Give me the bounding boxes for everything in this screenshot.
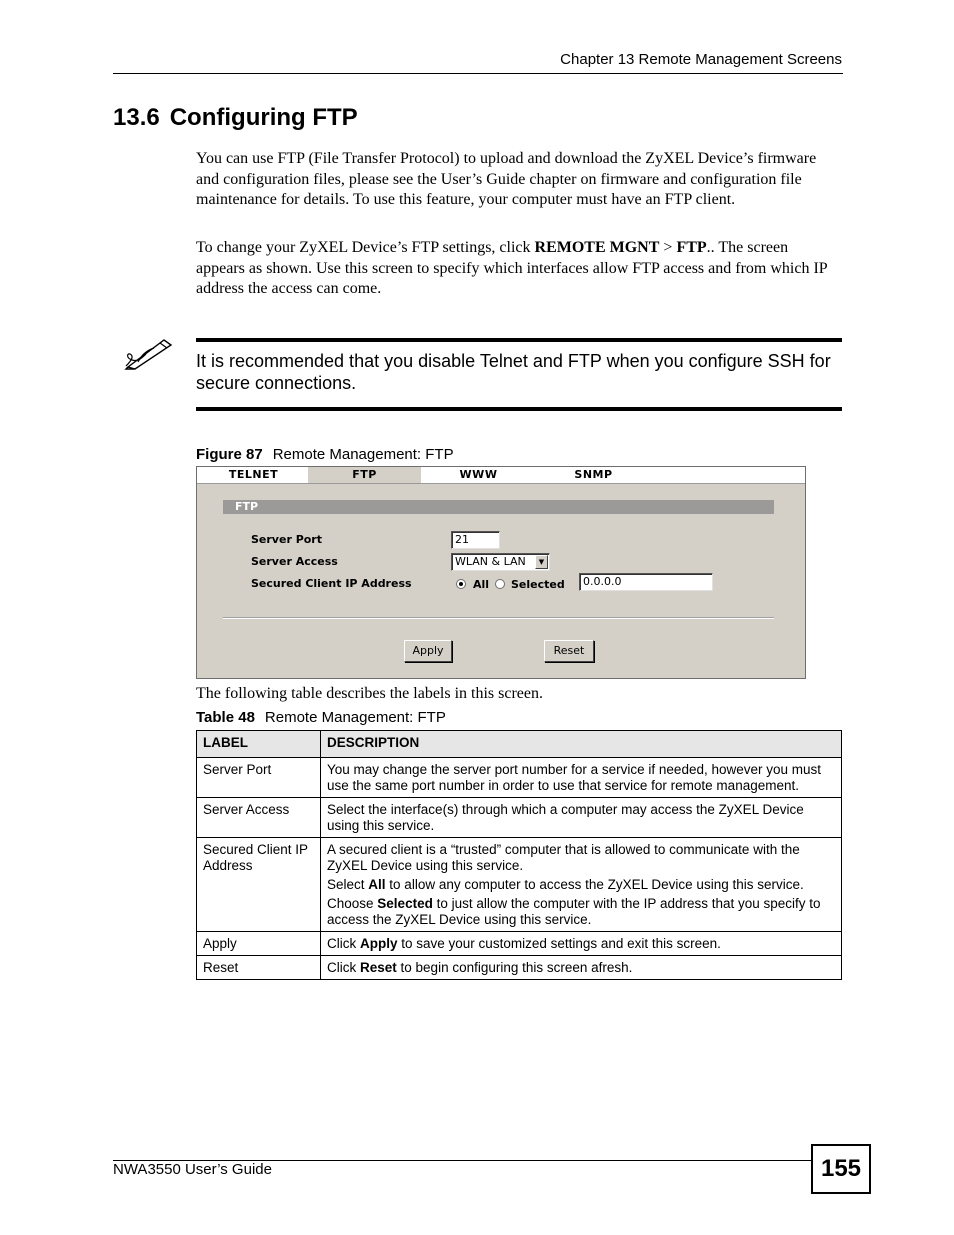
row-description: You may change the server port number for a service if needed, however you must use the same port number in order to use that service for remote management. — [321, 758, 842, 798]
radio-selected-label: Selected — [511, 578, 565, 591]
apply-button[interactable]: Apply — [404, 640, 452, 662]
tab-ftp[interactable]: FTP — [308, 467, 421, 483]
row-label: Server Port — [197, 758, 321, 798]
para-text: > — [659, 239, 677, 256]
table-row — [197, 758, 842, 798]
desc-text: Click — [327, 960, 360, 975]
tab-strip — [197, 467, 805, 484]
desc-bold: All — [368, 877, 386, 892]
server-access-label: Server Access — [251, 555, 338, 568]
desc-text: Choose — [327, 896, 378, 911]
table-row — [197, 838, 842, 932]
figure-label: Figure 87 — [196, 446, 263, 463]
row-label: Apply — [197, 932, 321, 956]
table-row — [197, 932, 842, 956]
table-row — [197, 956, 842, 980]
radio-all[interactable] — [456, 579, 466, 589]
server-access-select[interactable] — [451, 553, 550, 571]
note-pencil-icon — [124, 336, 174, 370]
reset-button[interactable]: Reset — [544, 640, 594, 662]
para-text: To change your ZyXEL Device’s FTP settings, click — [196, 239, 535, 256]
tab-telnet[interactable]: TELNET — [197, 467, 310, 483]
server-port-label: Server Port — [251, 533, 322, 546]
secured-client-label: Secured Client IP Address — [251, 577, 412, 590]
secured-ip-input[interactable]: 0.0.0.0 — [579, 573, 713, 591]
label-description-table — [196, 730, 842, 980]
section-number: 13.6 — [113, 104, 160, 131]
header-rule — [113, 73, 843, 74]
figure-caption-text: Remote Management: FTP — [272, 446, 454, 463]
intro-paragraph: You can use FTP (File Transfer Protocol) to upload and download the ZyXEL Device’s firmware and configuration files, please see the User’s Guide chapter on firmware and configuration file maintenance for details. To use this feature, your computer must have an FTP client. — [196, 150, 817, 208]
desc-text: Select — [327, 877, 369, 892]
desc-text: to begin configuring this screen afresh. — [396, 960, 633, 975]
row-description: Select the interface(s) through which a computer may access the ZyXEL Device using this service. — [321, 798, 842, 838]
table-label: Table 48 — [196, 709, 255, 726]
server-access-value: WLAN & LAN — [455, 555, 526, 568]
para-text: .. The screen appears as shown. Use this screen to specify which interfaces allow FTP access and from which IP address the access can come. — [196, 239, 828, 297]
table-row — [197, 798, 842, 838]
desc-bold: Selected — [377, 896, 433, 911]
row-label: Server Access — [197, 798, 321, 838]
table-intro: The following table describes the labels in this screen. — [196, 685, 544, 702]
desc-paragraph — [327, 896, 835, 928]
desc-text: Click — [327, 936, 360, 951]
row-description — [321, 956, 842, 980]
desc-text: to save your customized settings and exit this screen. — [397, 936, 721, 951]
desc-bold: Apply — [360, 936, 398, 951]
desc-bold: Reset — [360, 960, 397, 975]
table-caption — [196, 709, 446, 726]
running-header: Chapter 13 Remote Management Screens — [560, 51, 842, 68]
footer-guide-title: NWA3550 User’s Guide — [113, 1161, 272, 1178]
radio-all-label: All — [473, 578, 490, 591]
note-text: It is recommended that you disable Telnet and FTP when you configure SSH for secure connections. — [196, 351, 831, 393]
desc-paragraph — [327, 877, 835, 893]
ftp-screen-figure — [196, 466, 806, 679]
table-header-row — [197, 731, 842, 758]
section-title — [113, 104, 358, 132]
tab-snmp[interactable]: SNMP — [537, 467, 650, 483]
desc-text: to just allow the computer with the IP address that you specify to access the ZyXEL Device using this service. — [327, 896, 821, 927]
section-title-text: Configuring FTP — [169, 104, 358, 131]
row-description — [321, 838, 842, 932]
menu-path-bold: FTP — [676, 239, 707, 256]
row-label: Reset — [197, 956, 321, 980]
panel-divider — [223, 617, 774, 619]
desc-paragraph: A secured client is a “trusted” computer that is allowed to communicate with the ZyXEL Device using this service. — [327, 842, 800, 873]
tab-www[interactable]: WWW — [422, 467, 535, 483]
note-rule-top — [196, 338, 842, 342]
table-caption-text: Remote Management: FTP — [264, 709, 446, 726]
table-header-description: DESCRIPTION — [321, 731, 842, 758]
instructions-paragraph — [196, 238, 836, 300]
page-number: 155 — [811, 1144, 871, 1194]
row-label: Secured Client IP Address — [197, 838, 321, 932]
server-port-input[interactable]: 21 — [451, 531, 500, 549]
ftp-panel-header: FTP — [223, 500, 774, 514]
row-description — [321, 932, 842, 956]
menu-path-bold: REMOTE MGNT — [534, 239, 660, 256]
radio-selected-dot — [459, 582, 463, 586]
note-rule-bottom — [196, 407, 842, 411]
radio-selected[interactable] — [495, 579, 505, 589]
figure-caption — [196, 446, 454, 463]
table-header-label: LABEL — [197, 731, 321, 758]
desc-text: to allow any computer to access the ZyXEL Device using this service. — [385, 877, 804, 892]
dropdown-arrow-icon[interactable]: ▼ — [535, 555, 548, 569]
